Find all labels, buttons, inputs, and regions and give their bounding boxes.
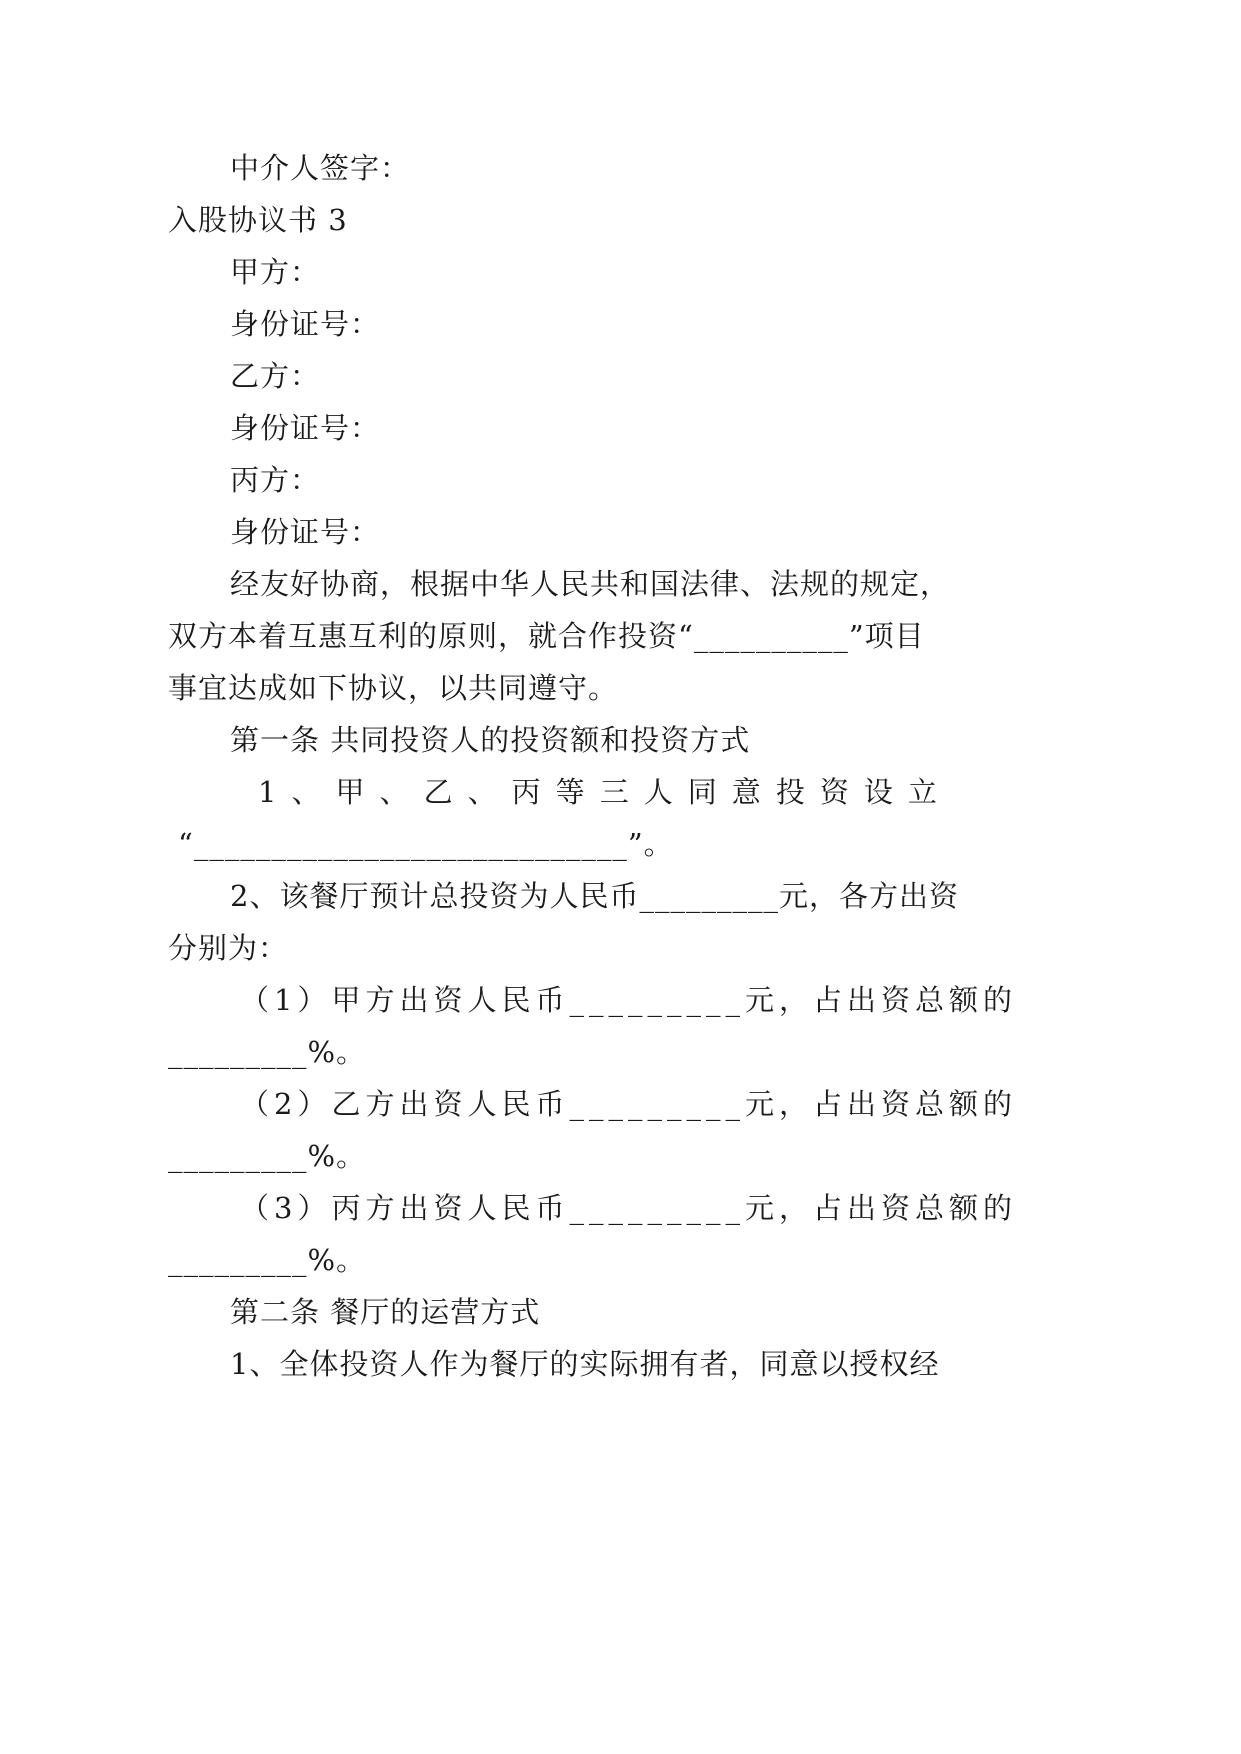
- spread-char: 立: [907, 775, 938, 809]
- article-1-clause-1-line-2: “____________________________”。: [178, 827, 674, 861]
- spread-char: 乙: [423, 775, 454, 809]
- intro-paragraph-line-3: 事宜达成如下协议，以共同遵守。: [168, 671, 619, 705]
- spread-char: 、: [291, 775, 322, 809]
- spread-char: 丙: [511, 775, 542, 809]
- party-b-id-label: 身份证号：: [230, 411, 381, 445]
- spread-char: 甲: [335, 775, 366, 809]
- article-1-clause-1-line-1: [258, 772, 938, 812]
- intro-paragraph-line-1: 经友好协商，根据中华人民共和国法律、法规的规定，: [230, 567, 951, 601]
- spread-char: 等: [555, 775, 586, 809]
- document-title: 入股协议书 3: [168, 203, 348, 237]
- spread-char: 资: [819, 775, 850, 809]
- party-c-contribution-line-1: （3）丙方出资人民币_________元，占出资总额的: [240, 1191, 1017, 1225]
- article-1-clause-2-line-2: 分别为：: [168, 931, 289, 965]
- party-a-contribution-line-1: （1）甲方出资人民币_________元，占出资总额的: [240, 983, 1017, 1017]
- intermediary-signature-label: 中介人签字：: [230, 151, 411, 185]
- spread-char: 同: [687, 775, 718, 809]
- spread-char: 投: [775, 775, 806, 809]
- spread-char: 三: [599, 775, 630, 809]
- spread-char: 人: [643, 775, 674, 809]
- spread-char: 、: [467, 775, 498, 809]
- spread-char: 1: [258, 775, 278, 809]
- article-2-heading: 第二条 餐厅的运营方式: [230, 1295, 541, 1329]
- spread-char: 意: [731, 775, 762, 809]
- intro-paragraph-line-2: 双方本着互惠互利的原则，就合作投资“__________”项目: [168, 619, 925, 653]
- spread-char: 、: [379, 775, 410, 809]
- party-a-label: 甲方：: [230, 255, 321, 289]
- party-b-contribution-line-1: （2）乙方出资人民币_________元，占出资总额的: [240, 1087, 1017, 1121]
- article-2-clause-1-line-1: 1、全体投资人作为餐厅的实际拥有者，同意以授权经: [230, 1347, 940, 1381]
- party-c-contribution-line-2: _________%。: [168, 1243, 367, 1277]
- party-c-label: 丙方：: [230, 463, 321, 497]
- article-1-heading: 第一条 共同投资人的投资额和投资方式: [230, 723, 751, 757]
- party-c-id-label: 身份证号：: [230, 515, 381, 549]
- party-a-contribution-line-2: _________%。: [168, 1035, 367, 1069]
- party-b-contribution-line-2: _________%。: [168, 1139, 367, 1173]
- spread-char: 设: [863, 775, 894, 809]
- party-b-label: 乙方：: [230, 359, 321, 393]
- article-1-clause-2-line-1: 2、该餐厅预计总投资为人民币_________元，各方出资: [230, 879, 959, 913]
- party-a-id-label: 身份证号：: [230, 307, 381, 341]
